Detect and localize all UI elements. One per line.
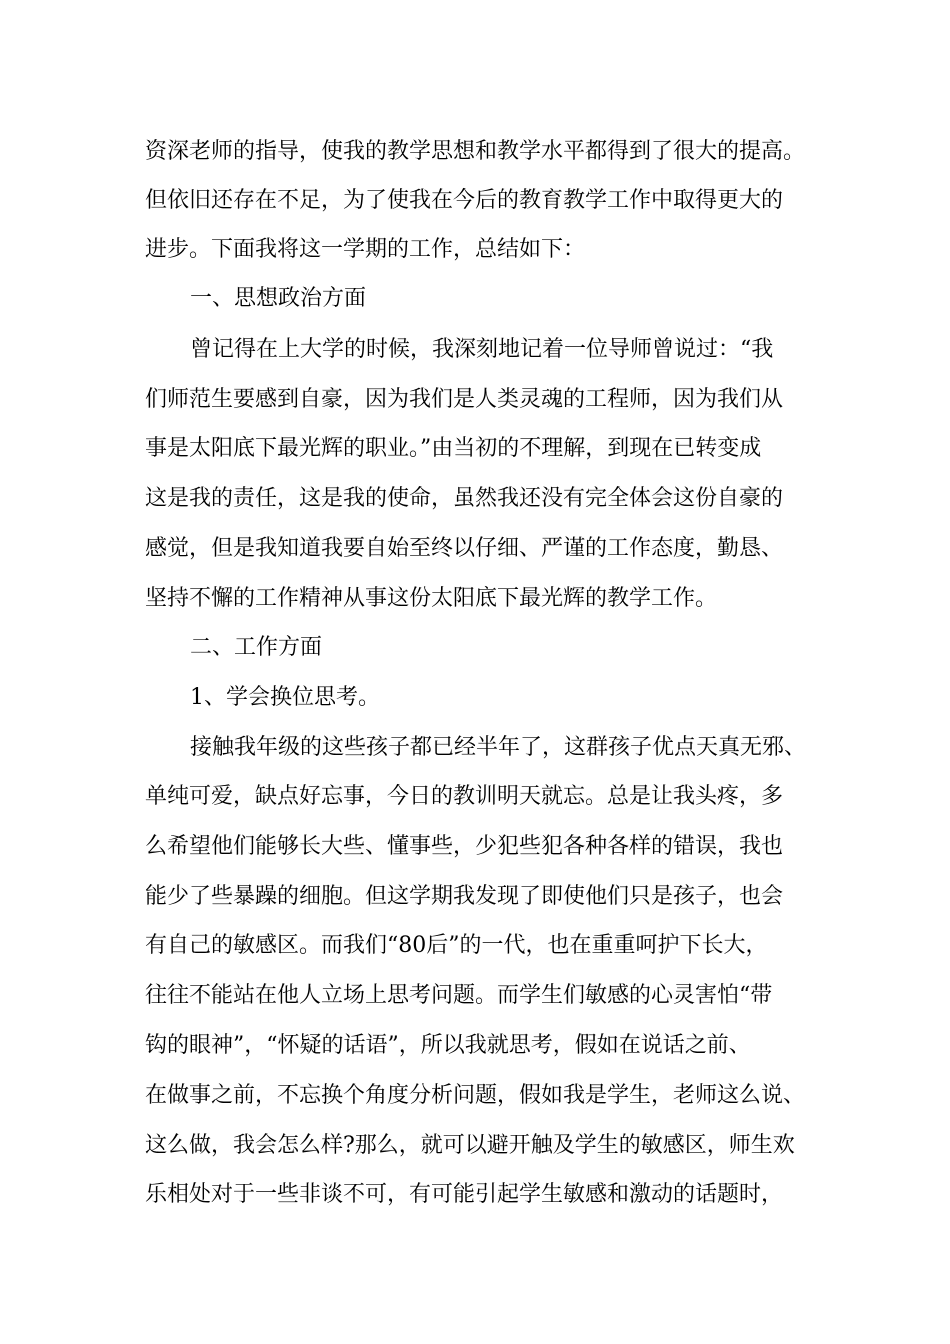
body-text-line: 事是太阳底下最光辉的职业。”由当初的不理解，到现在已转变成 (145, 436, 762, 461)
body-text-line: 们师范生要感到自豪，因为我们是人类灵魂的工程师，因为我们从 (145, 387, 784, 412)
body-text-line: 往往不能站在他人立场上思考问题。而学生们敏感的心灵害怕“带 (145, 983, 773, 1008)
body-text-line: 钩的眼神”，“怀疑的话语”，所以我就思考，假如在说话之前、 (145, 1033, 751, 1058)
body-text-line: 这是我的责任，这是我的使命，虽然我还没有完全体会这份自豪的 (145, 486, 784, 511)
body-text-line: 这么做，我会怎么样?那么，就可以避开触及学生的敏感区，师生欢 (145, 1133, 795, 1158)
body-text-line: 有自己的敏感区。而我们“80后”的一代，也在重重呵护下长大， (145, 933, 768, 958)
body-text-line: 坚持不懈的工作精神从事这份太阳底下最光辉的教学工作。 (145, 586, 718, 611)
body-text-line: 在做事之前，不忘换个角度分析问题，假如我是学生，老师这么说、 (145, 1083, 806, 1108)
body-text-line: 单纯可爱，缺点好忘事，今日的教训明天就忘。总是让我头疼，多 (145, 784, 784, 809)
body-text-line: 接触我年级的这些孩子都已经半年了，这群孩子优点天真无邪、 (190, 735, 807, 760)
section-heading: 一、思想政治方面 (190, 286, 367, 311)
body-text-line: 能少了些暴躁的细胞。但这学期我发现了即使他们只是孩子，也会 (145, 884, 784, 909)
subsection-heading: 1、学会换位思考。 (190, 685, 380, 710)
body-text-line: 资深老师的指导，使我的教学思想和教学水平都得到了很大的提高。 (145, 139, 806, 164)
body-text-line: 进步。下面我将这一学期的工作，总结如下： (145, 237, 586, 262)
body-text-line: 感觉，但是我知道我要自始至终以仔细、严谨的工作态度，勤恳、 (145, 536, 784, 561)
body-text-line: 么希望他们能够长大些、懂事些，少犯些犯各种各样的错误，我也 (145, 834, 784, 859)
body-text-line: 乐相处对于一些非谈不可，有可能引起学生敏感和激动的话题时， (145, 1182, 784, 1207)
section-heading: 二、工作方面 (190, 635, 323, 660)
body-text-line: 曾记得在上大学的时候，我深刻地记着一位导师曾说过：“我 (190, 337, 774, 362)
body-text-line: 但依旧还存在不足，为了使我在今后的教育教学工作中取得更大的 (145, 188, 784, 213)
